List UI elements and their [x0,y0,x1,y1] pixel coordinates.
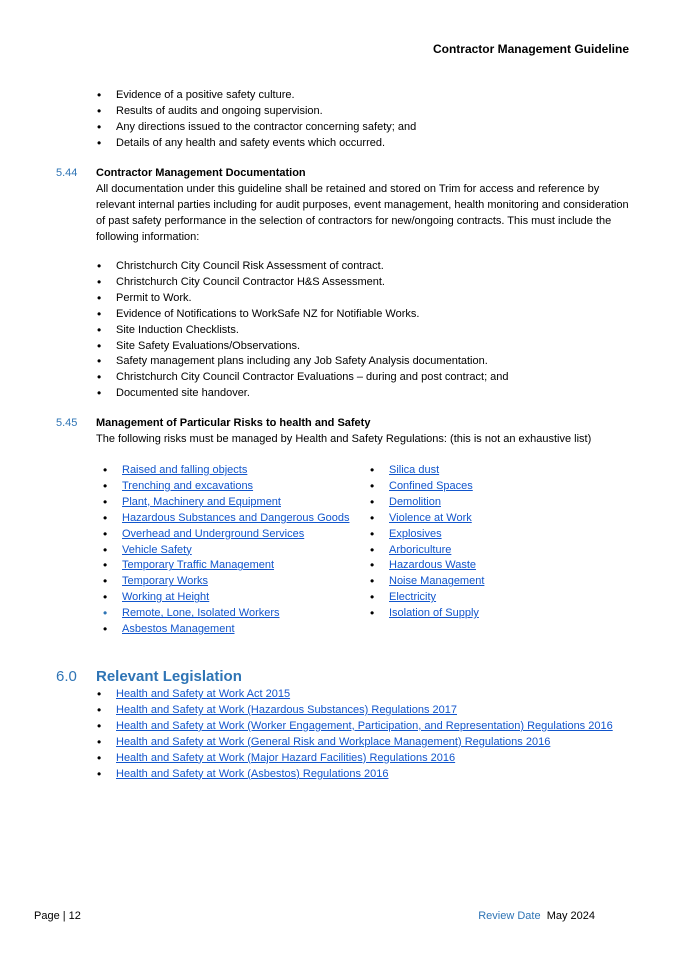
risk-link[interactable]: • Demolition [369,495,619,511]
risk-link[interactable]: • Electricity [369,590,619,606]
top-bullet-list [96,88,636,152]
risk-link[interactable]: • Explosives [369,527,619,543]
list-item: • Evidence of a positive safety culture. [96,88,636,104]
list-item: • Evidence of Notifications to WorkSafe NZ for Notifiable Works. [96,307,636,323]
risk-link[interactable]: • Confined Spaces [369,479,619,495]
legislation-link[interactable]: • Health and Safety at Work (Hazardous Substances) Regulations 2017 [96,703,631,719]
risk-link[interactable]: • Isolation of Supply [369,606,619,622]
list-item: • Christchurch City Council Contractor H&S Assessment. [96,275,636,291]
risk-link[interactable]: • Trenching and excavations [102,479,352,495]
list-item: • Documented site handover. [96,386,636,402]
list-item: • Any directions issued to the contractor concerning safety; and [96,120,636,136]
documentation-list [96,259,636,402]
risk-link[interactable]: • Hazardous Substances and Dangerous Goods [102,511,352,527]
list-item: • Safety management plans including any Job Safety Analysis documentation. [96,354,636,370]
review-date [478,910,595,922]
legislation-link[interactable]: • Health and Safety at Work (Asbestos) Regulations 2016 [96,767,631,783]
section-title-5-44: Contractor Management Documentation [96,167,306,179]
list-item: • Permit to Work. [96,291,636,307]
list-item: • Christchurch City Council Risk Assessment of contract. [96,259,636,275]
risk-link[interactable]: • Noise Management [369,574,619,590]
risk-link[interactable]: • Overhead and Underground Services [102,527,352,543]
legislation-link[interactable]: • Health and Safety at Work (Major Hazard Facilities) Regulations 2016 [96,751,631,767]
legislation-link[interactable]: • Health and Safety at Work Act 2015 [96,687,631,703]
review-date-label: Review Date [478,910,541,922]
review-date-value: May 2024 [546,910,595,922]
risk-link[interactable]: • Temporary Traffic Management [102,558,352,574]
risk-link[interactable]: • Temporary Works [102,574,352,590]
list-item: • Site Safety Evaluations/Observations. [96,339,636,355]
risk-link[interactable]: • Plant, Machinery and Equipment [102,495,352,511]
risk-link[interactable]: • Violence at Work [369,511,619,527]
list-item: • Christchurch City Council Contractor Evaluations – during and post contract; and [96,370,636,386]
section-title-5-45: Management of Particular Risks to health and Safety [96,417,371,429]
risk-list-right [369,463,619,622]
risk-link[interactable]: • Hazardous Waste [369,558,619,574]
list-item: • Details of any health and safety events which occurred. [96,136,636,152]
risk-link[interactable]: • Vehicle Safety [102,543,352,559]
risk-link[interactable]: • Working at Height [102,590,352,606]
risk-link[interactable]: • Raised and falling objects [102,463,352,479]
section-number-6-0: 6.0 [56,668,77,685]
list-item: • Results of audits and ongoing supervision. [96,104,636,120]
risk-list-left [102,463,352,638]
risk-link[interactable]: • Silica dust [369,463,619,479]
list-item: • Site Induction Checklists. [96,323,636,339]
risk-link[interactable]: • Arboriculture [369,543,619,559]
section-title-relevant-legislation: Relevant Legislation [96,668,242,685]
legislation-link[interactable]: • Health and Safety at Work (General Risk and Workplace Management) Regulations 2016 [96,735,631,751]
section-number-5-45: 5.45 [56,417,78,429]
section-intro-5-45: The following risks must be managed by Health and Safety Regulations: (this is not an exhaustive list) [96,433,592,445]
risk-link[interactable]: • Remote, Lone, Isolated Workers [102,606,352,622]
section-paragraph-5-44: All documentation under this guideline shall be retained and stored on Trim for access and reference by relevant internal parties including for audit purposes, event management, health monitoring and consideration of past safety performance in the selection of contractors for new/ongoing contracts. This must include the following information: [96,183,629,243]
header-title: Contractor Management Guideline [432,42,629,56]
legislation-link[interactable]: • Health and Safety at Work (Worker Engagement, Participation, and Representation) Regulations 2016 [96,719,631,735]
legislation-list [96,687,631,782]
section-number-5-44: 5.44 [56,167,78,179]
page-number: Page | 12 [34,910,81,922]
risk-link[interactable]: • Asbestos Management [102,622,352,638]
